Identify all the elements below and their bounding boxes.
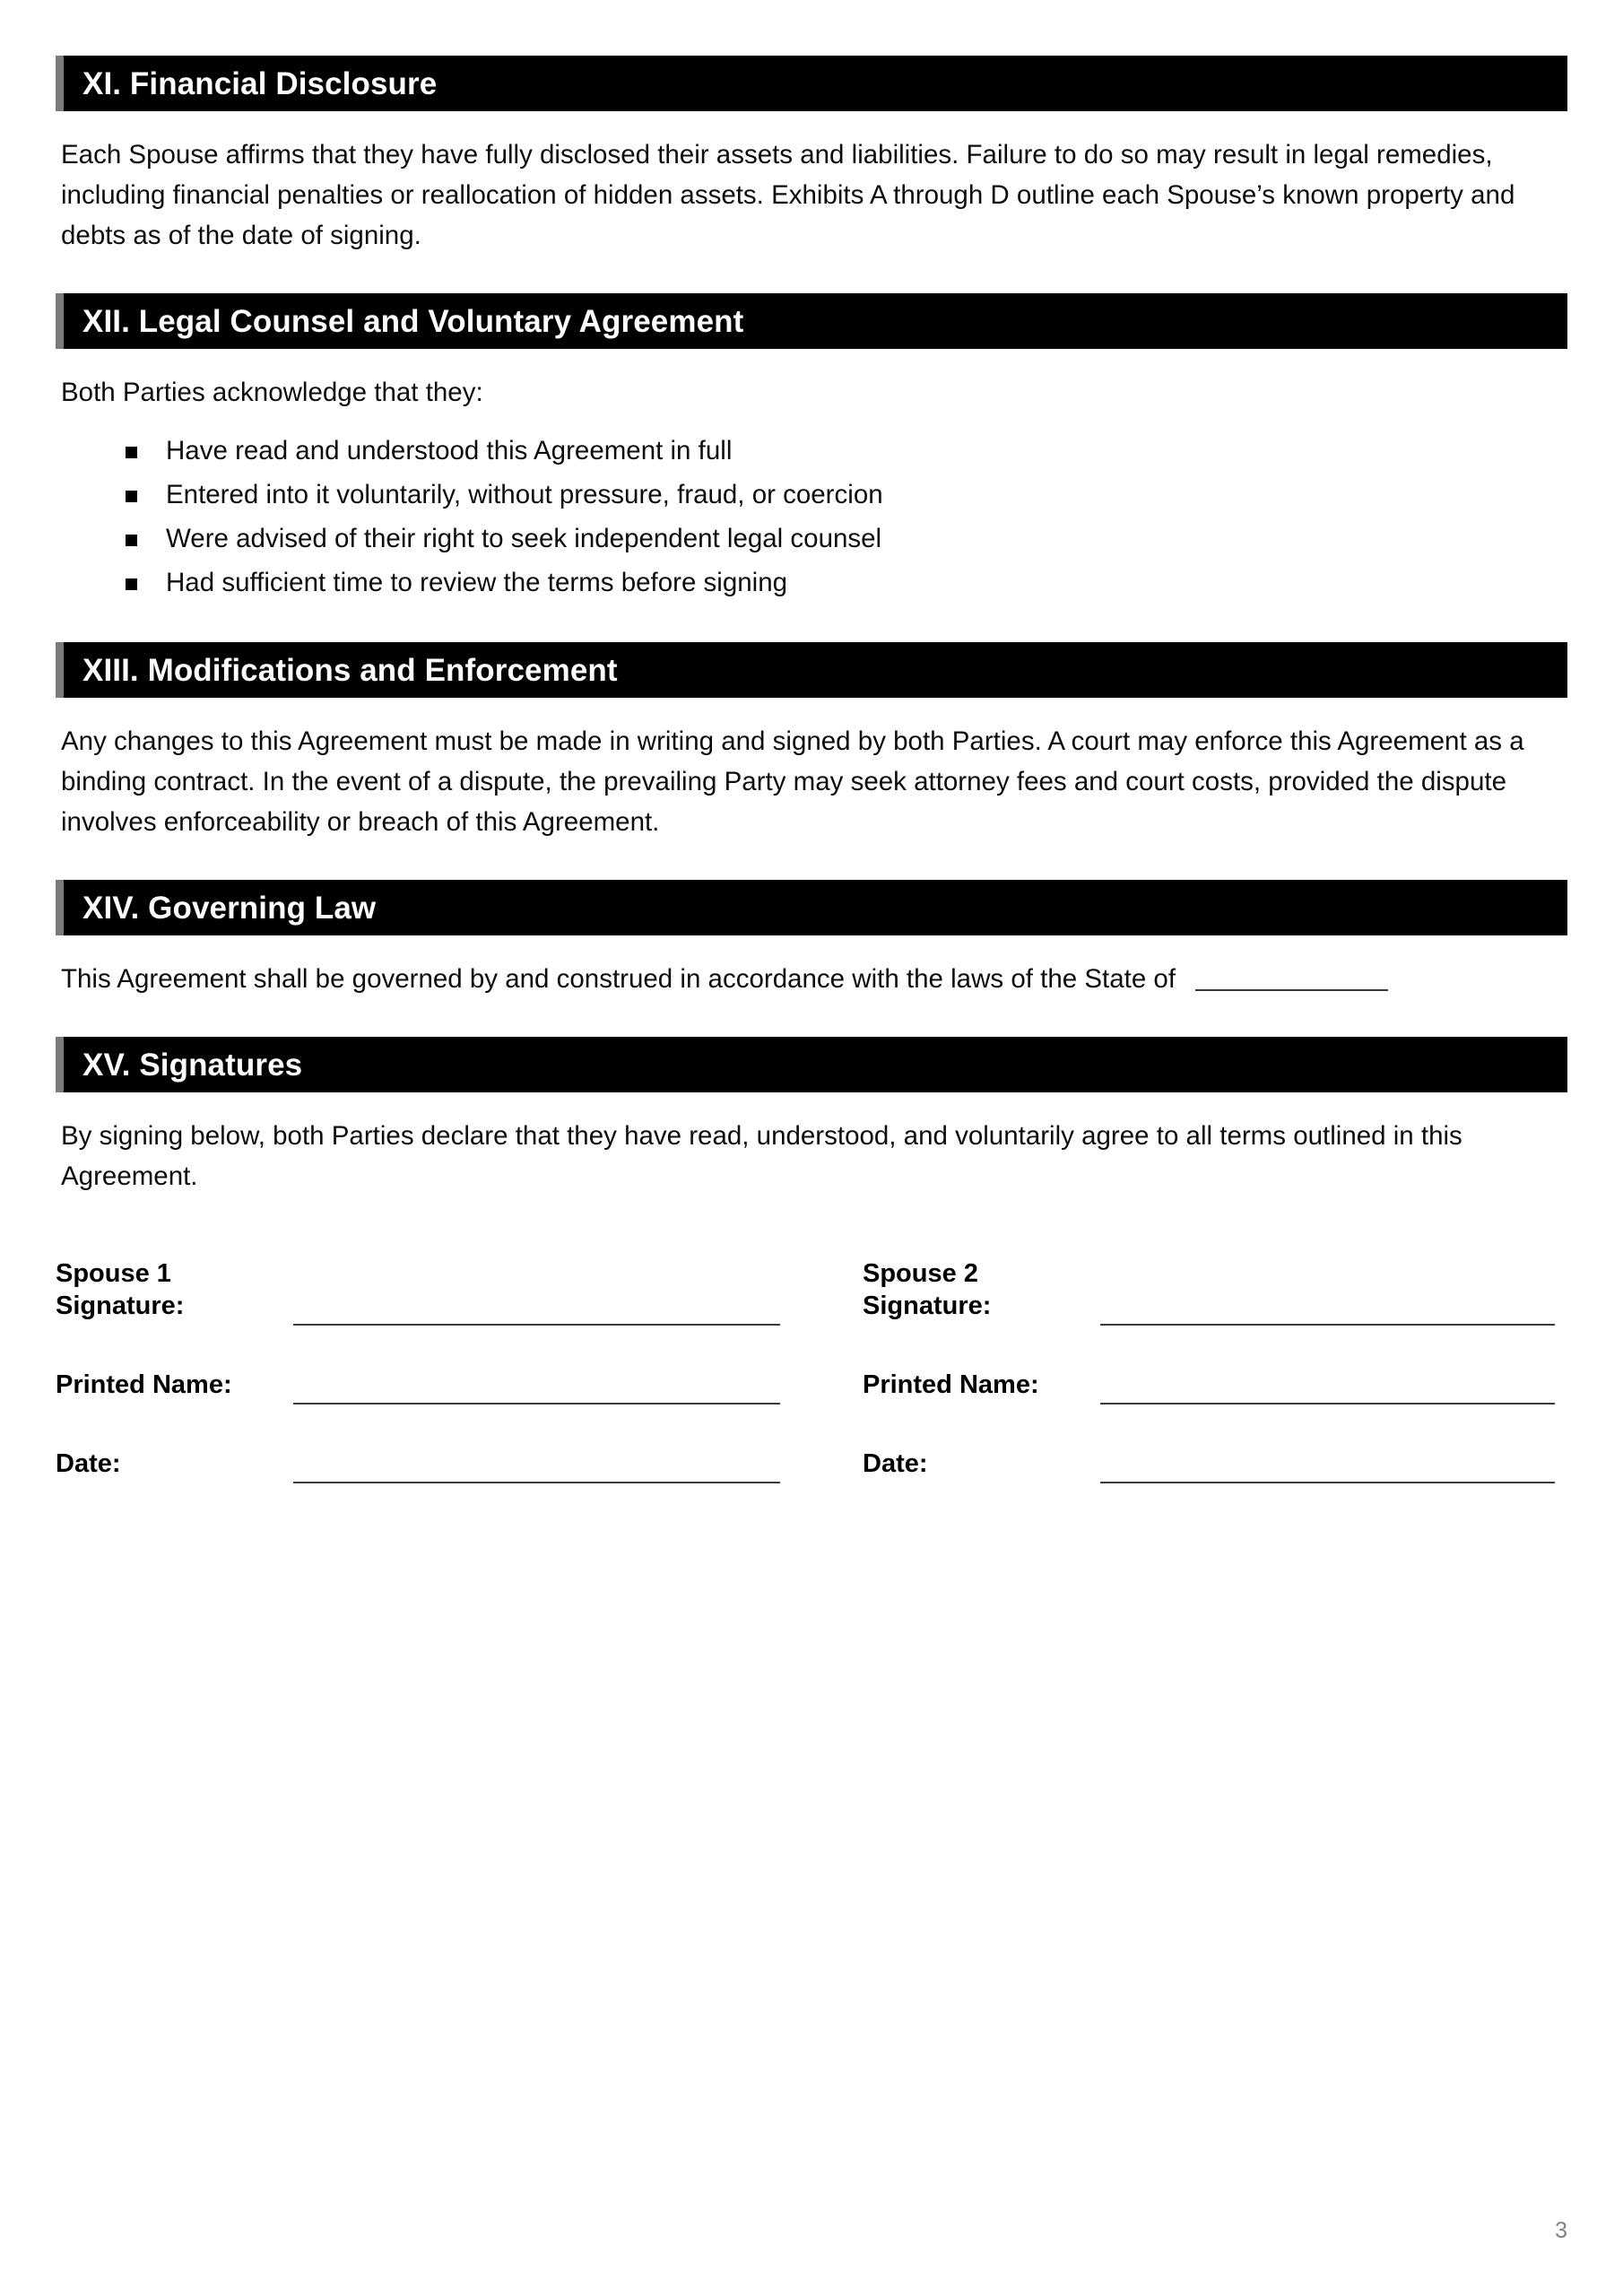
spouse2-date-field[interactable] — [1100, 1455, 1555, 1483]
list-item-label: Have read and understood this Agreement in full — [166, 436, 733, 465]
spouse2-signature-row — [863, 1247, 1567, 1326]
spouse2-date-row — [863, 1405, 1567, 1483]
page-number: 3 — [1555, 2218, 1567, 2243]
list-item — [56, 429, 1567, 473]
section-heading-governing-law — [56, 880, 1567, 935]
spouse2-signature-label: Spouse 2 Signature: — [863, 1259, 992, 1320]
section-paragraph-financial-disclosure: Each Spouse affirms that they have fully disclosed their assets and liabilities. Failure to do so may result in legal remedies, including financial penalties or reallocation of hidden assets. Exhibits A through D outline each Spouse’s known property and debts as of the date of signing. — [61, 140, 1515, 250]
spouse2-signature-field[interactable] — [1100, 1297, 1555, 1326]
state-name-blank-field[interactable] — [1195, 964, 1388, 991]
spouse1-printed-name-field[interactable] — [293, 1376, 780, 1405]
section-paragraph-legal-counsel: Both Parties acknowledge that they: — [61, 378, 483, 407]
spouse1-printed-name-row — [56, 1326, 863, 1405]
spouse1-signature-field[interactable] — [293, 1297, 780, 1326]
spouse1-printed-name-label: Printed Name: — [56, 1370, 232, 1399]
square-bullet-icon — [126, 491, 137, 502]
section-heading-label: XIII. Modifications and Enforcement — [82, 652, 618, 688]
square-bullet-icon — [126, 578, 137, 590]
list-item-label: Had sufficient time to review the terms before signing — [166, 568, 788, 597]
section-heading-signatures — [56, 1037, 1567, 1092]
page-content — [56, 56, 1567, 1483]
list-item-label: Entered into it voluntarily, without pressure, fraud, or coercion — [166, 480, 883, 509]
section-heading-label: XV. Signatures — [82, 1047, 303, 1083]
square-bullet-icon — [126, 447, 137, 458]
section-paragraph-signatures: By signing below, both Parties declare that they have read, understood, and voluntarily agree to all terms outlined in this Agreement. — [61, 1121, 1462, 1191]
governing-law-line — [56, 959, 1567, 999]
spouse2-printed-name-row — [863, 1326, 1567, 1405]
section-heading-financial-disclosure — [56, 56, 1567, 111]
legal-counsel-bullet-list — [56, 429, 1567, 604]
list-item-label: Were advised of their right to seek independent legal counsel — [166, 524, 882, 553]
square-bullet-icon — [126, 535, 137, 546]
spouse1-date-field[interactable] — [293, 1455, 780, 1483]
spouse2-date-label: Date: — [863, 1449, 928, 1478]
section-paragraph-modifications-enforcement: Any changes to this Agreement must be made in writing and signed by both Parties. A court may enforce this Agreement as a binding contract. In the event of a dispute, the prevailing Party may seek attorney fees and court costs, provided the dispute involves enforceability or breach of this Agreement. — [61, 726, 1524, 837]
spouse2-printed-name-field[interactable] — [1100, 1376, 1555, 1405]
spouse1-date-label: Date: — [56, 1449, 121, 1478]
spouse1-date-row — [56, 1405, 863, 1483]
spouse2-printed-name-label: Printed Name: — [863, 1370, 1039, 1399]
spouse1-signature-label: Spouse 1 Signature: — [56, 1259, 185, 1320]
section-heading-label: XII. Legal Counsel and Voluntary Agreement — [82, 303, 744, 339]
signature-block — [56, 1247, 1567, 1483]
list-item — [56, 473, 1567, 517]
section-paragraph-governing-law: This Agreement shall be governed by and construed in accordance with the laws of the State of — [61, 964, 1176, 994]
spouse1-signature-row — [56, 1247, 863, 1326]
section-heading-modifications-enforcement — [56, 642, 1567, 698]
section-heading-label: XIV. Governing Law — [82, 890, 377, 926]
section-heading-legal-counsel — [56, 293, 1567, 349]
list-item — [56, 561, 1567, 604]
section-heading-label: XI. Financial Disclosure — [82, 65, 438, 101]
list-item — [56, 517, 1567, 561]
